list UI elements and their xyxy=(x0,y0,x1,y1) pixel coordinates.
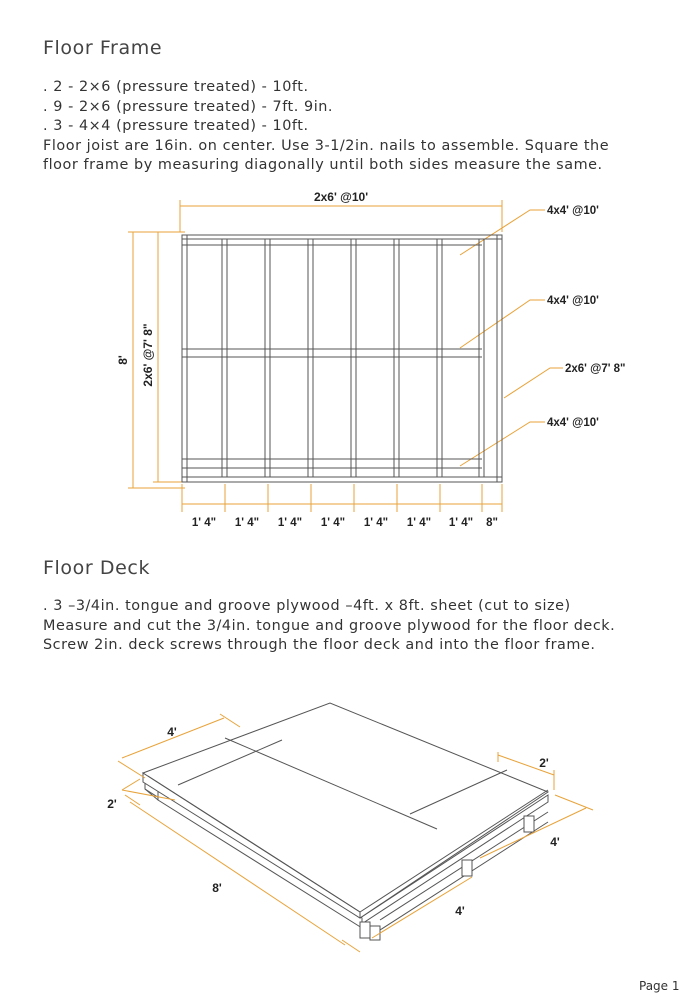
material-line-1: . 2 - 2×6 (pressure treated) - 10ft. xyxy=(43,79,309,95)
material-line-2: . 9 - 2×6 (pressure treated) - 7ft. 9in. xyxy=(43,98,334,115)
frame-dimension-lines xyxy=(128,200,563,512)
page-number: Page 1 xyxy=(639,979,680,993)
deck-dim-left: 2' xyxy=(107,797,117,811)
deck-material-line: . 3 –3/4in. tongue and groove plywood –4ft. x 8ft. sheet (cut to size) xyxy=(43,598,571,614)
floor-deck-title: Floor Deck xyxy=(43,557,151,579)
floor-frame-text xyxy=(43,78,609,176)
spacing-label-2: 1' 4" xyxy=(234,517,260,529)
spacing-label-6: 1' 4" xyxy=(406,517,432,529)
callout-label-4: 4x4' @10' xyxy=(547,417,599,429)
instruction-line-2: floor frame by measuring diagonally until both sides measure the same. xyxy=(43,157,603,173)
instruction-line-1: Floor joist are 16in. on center. Use 3-1/2in. nails to assemble. Square the xyxy=(43,137,610,154)
plywood-deck xyxy=(143,703,548,918)
spacing-label-7: 1' 4" xyxy=(448,517,474,529)
material-line-3: . 3 - 4×4 (pressure treated) - 10ft. xyxy=(43,118,309,134)
deck-dim-top: 4' xyxy=(167,725,177,739)
floor-deck-diagram xyxy=(0,690,699,970)
deck-instruction-line-1: Measure and cut the 3/4in. tongue and groove plywood for the floor deck. xyxy=(43,617,616,634)
top-dimension-label: 2x6' @10' xyxy=(313,190,369,204)
spacing-label-5: 1' 4" xyxy=(363,517,389,529)
deck-dim-right-top: 2' xyxy=(539,756,549,770)
spacing-label-3: 1' 4" xyxy=(277,517,303,529)
spacing-label-8: 8" xyxy=(486,517,498,529)
spacing-label-4: 1' 4" xyxy=(320,517,346,529)
callout-label-3: 2x6' @7' 8" xyxy=(565,363,626,375)
deck-dim-bottom: 4' xyxy=(455,904,465,918)
deck-instruction-line-2: Screw 2in. deck screws through the floor deck and into the floor frame. xyxy=(43,637,596,653)
deck-dim-right: 4' xyxy=(550,835,560,849)
frame-lumber xyxy=(182,235,502,482)
floor-frame-diagram xyxy=(0,180,699,540)
spacing-labels xyxy=(192,517,498,529)
frame-length-label: 8' xyxy=(116,355,130,365)
joist-length-label: 2x6' @7' 8" xyxy=(141,323,155,387)
spacing-label-1: 1' 4" xyxy=(191,517,217,529)
callout-label-2: 4x4' @10' xyxy=(547,295,599,307)
floor-frame-title: Floor Frame xyxy=(43,37,163,59)
deck-dim-length: 8' xyxy=(212,881,222,895)
callout-label-1: 4x4' @10' xyxy=(547,205,599,217)
floor-deck-text xyxy=(43,597,615,656)
